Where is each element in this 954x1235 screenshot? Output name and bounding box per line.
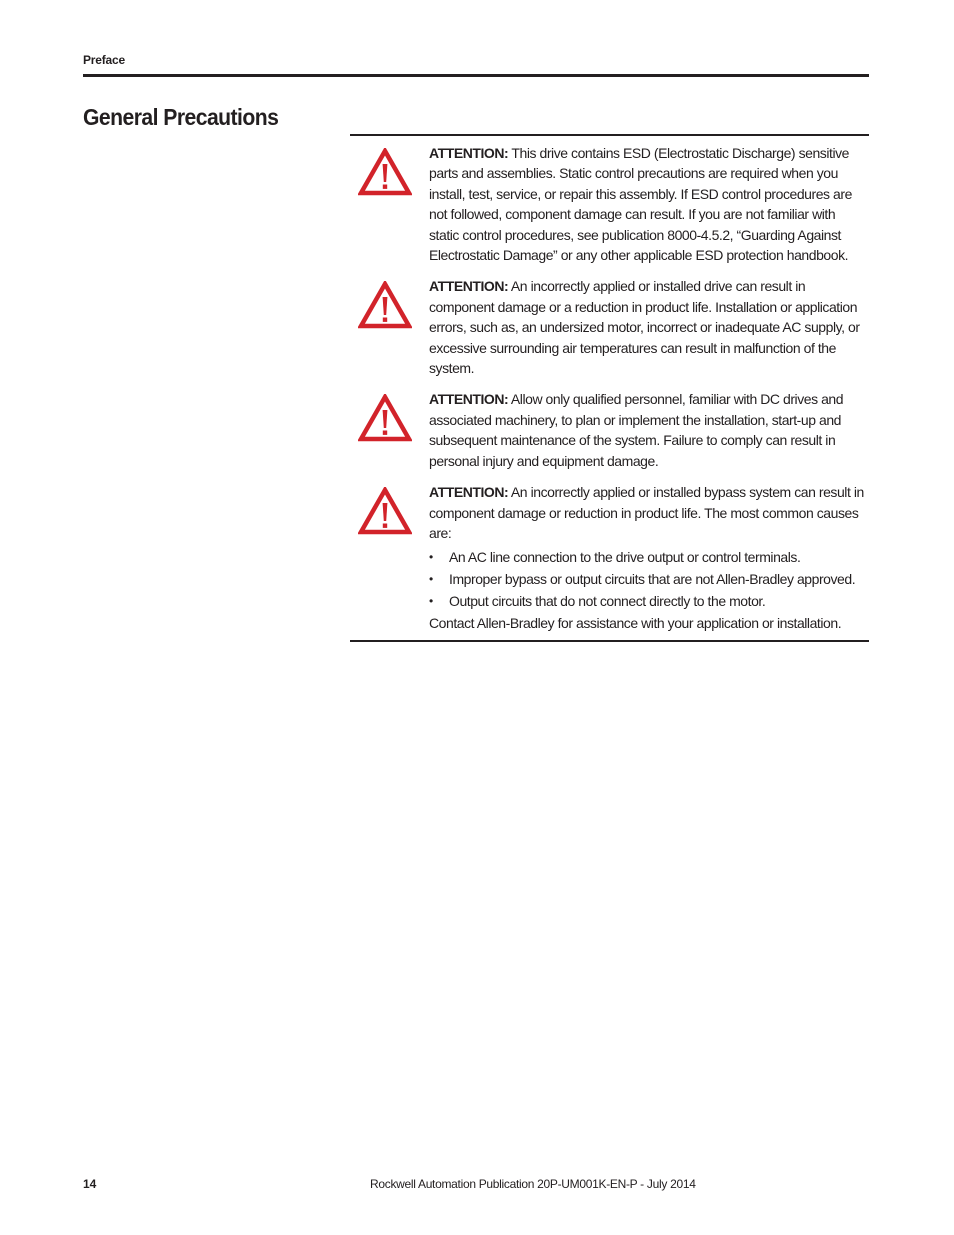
attention-body: Allow only qualified personnel, familiar with DC drives and associated machinery, to plan or implement the installation, start-up and subsequent maintenance of the system. Failure to comply can result in personal injury and equipment damage. [429, 391, 844, 469]
publication-info: Rockwell Automation Publication 20P-UM001K-EN-P - July 2014 [370, 1177, 696, 1191]
attention-body: An incorrectly applied or installed drive can result in component damage or a reduction in product life. Installation or application errors, such as, an undersized motor, incorrect or inadequate AC supply, or excessive surrounding air temperatures can result in malfunction of the system. [429, 278, 860, 377]
section-title: General Precautions [83, 104, 279, 130]
warning-triangle-icon [358, 394, 412, 442]
attention-body: This drive contains ESD (Electrostatic Discharge) sensitive parts and assemblies. Static control precautions are required when you install, test, service, or repair this assembly. If ESD control procedures are not followed, component damage can result. If you are not familiar with static control procedures, see publication 8000-4.5.2, “Guarding Against Electrostatic Damage” or any other applicable ESD protection handbook. [429, 145, 852, 264]
bullet-list [429, 547, 865, 611]
warning-triangle-icon [358, 487, 412, 535]
attention-label: ATTENTION: [429, 391, 509, 408]
attention-item-qualified-personnel [350, 389, 869, 471]
running-head: Preface [83, 53, 125, 67]
attention-closing: Contact Allen-Bradley for assistance with your application or installation. [429, 615, 842, 632]
list-item: • Improper bypass or output circuits that are not Allen-Bradley approved. [429, 569, 865, 589]
list-item: • Output circuits that do not connect directly to the motor. [429, 591, 865, 611]
list-item: • An AC line connection to the drive output or control terminals. [429, 547, 865, 567]
attention-label: ATTENTION: [429, 484, 509, 501]
header-rule [83, 74, 869, 77]
attention-text [429, 389, 869, 471]
page-number: 14 [83, 1177, 97, 1191]
attention-label: ATTENTION: [429, 145, 509, 161]
attention-label: ATTENTION: [429, 278, 509, 295]
warning-triangle-icon [358, 281, 412, 329]
attention-item-esd [350, 143, 869, 265]
attention-text [429, 276, 869, 378]
attention-box [350, 134, 869, 642]
attention-text [429, 143, 869, 265]
attention-item-misapplied-drive [350, 276, 869, 378]
attention-body: An incorrectly applied or installed bypass system can result in component damage or reduction in product life. The most common causes are: [429, 484, 864, 541]
attention-text [429, 482, 869, 634]
warning-triangle-icon [358, 148, 412, 196]
attention-item-bypass-system [350, 482, 869, 634]
